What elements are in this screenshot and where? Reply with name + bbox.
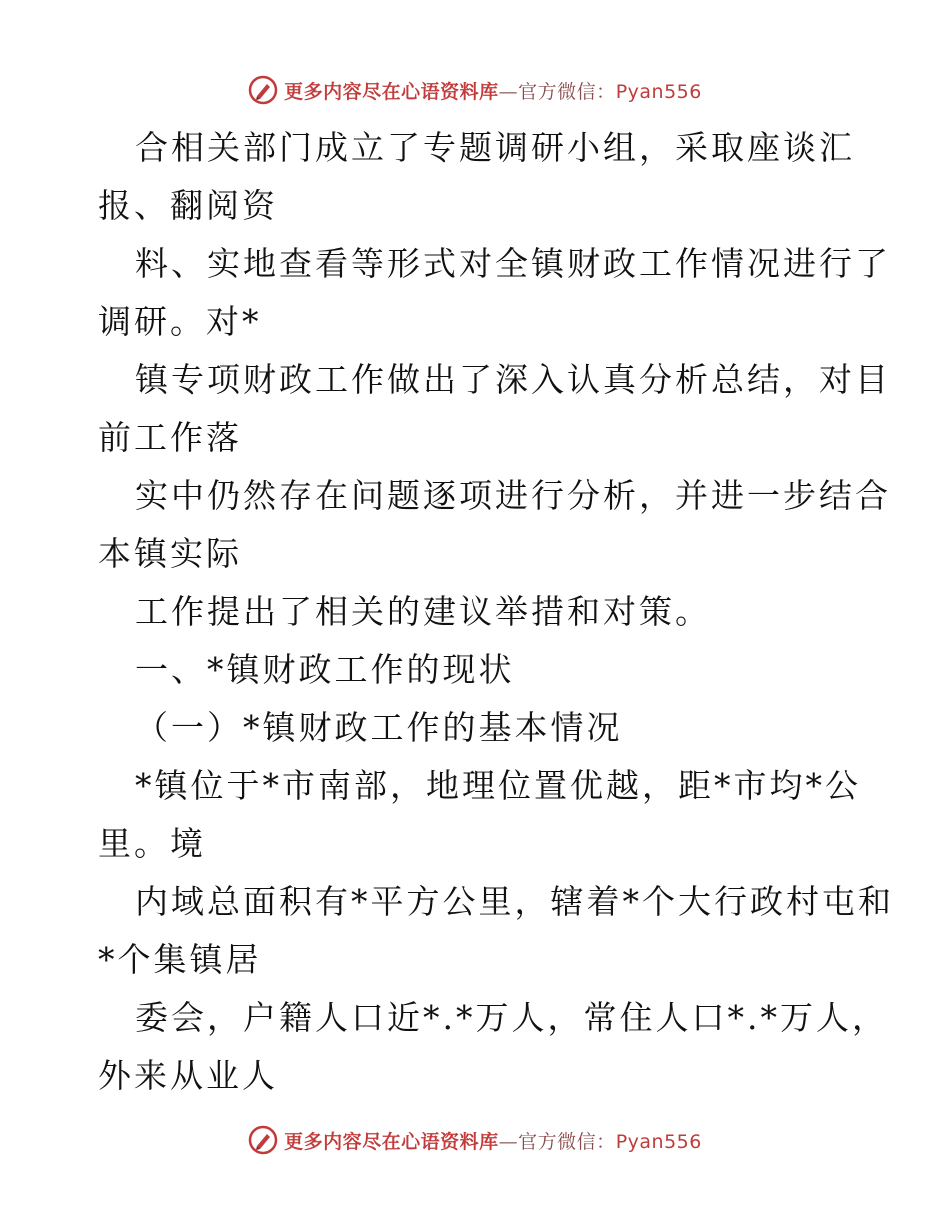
body-line: 镇专项财政工作做出了深入认真分析总结，对目 xyxy=(135,360,891,399)
body-line: 前工作落 xyxy=(98,418,242,457)
header-wechat-label: 官方微信： xyxy=(518,80,616,103)
body-line: 实中仍然存在问题逐项进行分析，并进一步结合 xyxy=(135,476,891,515)
footer-text xyxy=(284,1127,702,1154)
body-line: 委会，户籍人口近*.*万人，常住人口*.*万人， xyxy=(135,998,888,1037)
body-line: *镇位于*市南部，地理位置优越，距*市均*公 xyxy=(135,766,861,805)
body-line: 调研。对* xyxy=(98,302,262,341)
footer-wechat-label: 官方微信： xyxy=(518,1130,616,1153)
body-line: 里。境 xyxy=(98,824,206,863)
body-line: 合相关部门成立了专题调研小组，采取座谈汇 xyxy=(135,128,855,167)
body-line: *个集镇居 xyxy=(98,940,262,979)
body-line: 报、翻阅资 xyxy=(98,186,278,225)
body-line: 内域总面积有*平方公里，辖着*个大行政村屯和 xyxy=(135,882,894,921)
subsection-heading: （一）*镇财政工作的基本情况 xyxy=(135,708,623,747)
body-line: 本镇实际 xyxy=(98,534,242,573)
body-line: 料、实地查看等形式对全镇财政工作情况进行了 xyxy=(135,244,891,283)
footer-wechat-id: Pyan556 xyxy=(615,1130,702,1153)
pen-logo-icon xyxy=(248,1125,278,1155)
header-banner xyxy=(0,70,950,110)
header-site-name: 更多内容尽在心语资料库 xyxy=(284,80,499,103)
body-line: 外来从业人 xyxy=(98,1056,278,1095)
section-heading: 一、*镇财政工作的现状 xyxy=(135,650,515,689)
header-dash: — xyxy=(498,80,519,103)
pen-logo-icon xyxy=(248,75,278,105)
footer-site-name: 更多内容尽在心语资料库 xyxy=(284,1130,499,1153)
footer-banner xyxy=(0,1120,950,1160)
body-line: 工作提出了相关的建议举措和对策。 xyxy=(135,592,711,631)
footer-dash: — xyxy=(498,1130,519,1153)
header-text xyxy=(284,77,702,104)
header-wechat-id: Pyan556 xyxy=(615,80,702,103)
